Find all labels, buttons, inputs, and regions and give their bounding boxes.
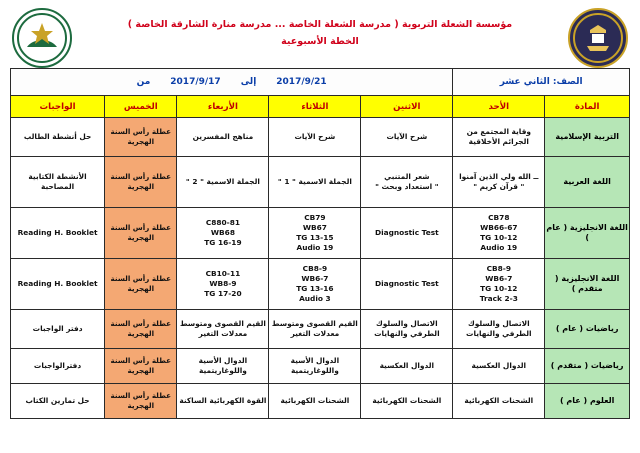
page-header bbox=[10, 6, 630, 68]
lesson-cell: الدوال الأسية واللوغاريتمية bbox=[177, 349, 269, 384]
subject-cell: العلوم ( عام ) bbox=[545, 384, 630, 419]
table-row bbox=[11, 157, 630, 208]
thursday-cell: عطلة رأس السنة الهجرية bbox=[105, 118, 177, 157]
subject-cell: اللغة العربية bbox=[545, 157, 630, 208]
manarat-sharjah-logo bbox=[568, 8, 628, 68]
date-from-value: 2017/9/17 bbox=[170, 77, 221, 87]
thursday-cell: عطلة رأس السنة الهجرية bbox=[105, 157, 177, 208]
homework-cell: الأنشطة الكتابية المصاحبة bbox=[11, 157, 105, 208]
class-label: الصف: الثاني عشر bbox=[453, 69, 630, 96]
lesson-cell: الدوال العكسية bbox=[453, 349, 545, 384]
column-header: المادة bbox=[545, 96, 630, 118]
homework-cell: دفتر الواجبات bbox=[11, 310, 105, 349]
school-title-line2: الخطة الأسبوعية bbox=[281, 36, 359, 47]
column-header: الخميس bbox=[105, 96, 177, 118]
thursday-cell: عطلة رأس السنة الهجرية bbox=[105, 384, 177, 419]
lesson-cell: ــ الله ولي الذين آمنوا " قرآن كريم " bbox=[453, 157, 545, 208]
lesson-cell: CB10-11 WB8-9 TG 17-20 bbox=[177, 259, 269, 310]
table-row bbox=[11, 208, 630, 259]
homework-cell: حل أنشطة الطالب bbox=[11, 118, 105, 157]
lesson-cell: الدوال الأسية واللوغاريتمية bbox=[269, 349, 361, 384]
school-title bbox=[80, 16, 560, 50]
lesson-cell: شرح الآيات bbox=[361, 118, 453, 157]
lesson-cell: مناهج المفسرين bbox=[177, 118, 269, 157]
column-header: الاثنين bbox=[361, 96, 453, 118]
column-header: الأربعاء bbox=[177, 96, 269, 118]
thursday-cell: عطلة رأس السنة الهجرية bbox=[105, 208, 177, 259]
lesson-cell: الاتصال والسلوك الطرفي والنهايات bbox=[361, 310, 453, 349]
lesson-cell: CB8-9 WB6-7 TG 10-12 Track 2-3 bbox=[453, 259, 545, 310]
table-header-row bbox=[11, 96, 630, 118]
date-to-label: إلى bbox=[240, 77, 257, 87]
lesson-cell: CB79 WB67 TG 13-15 Audio 19 bbox=[269, 208, 361, 259]
weekly-plan-table bbox=[10, 68, 630, 419]
subject-cell: التربية الإسلامية bbox=[545, 118, 630, 157]
lesson-cell: الشحنات الكهربائية bbox=[269, 384, 361, 419]
lesson-cell: الجملة الاسمية " 2 " bbox=[177, 157, 269, 208]
homework-cell: Reading H. Booklet bbox=[11, 208, 105, 259]
lesson-cell: CB78 WB66-67 TG 10-12 Audio 19 bbox=[453, 208, 545, 259]
column-header: الواجبات bbox=[11, 96, 105, 118]
shoala-school-logo bbox=[12, 8, 72, 68]
table-row bbox=[11, 349, 630, 384]
lesson-cell: Diagnostic Test bbox=[361, 259, 453, 310]
lesson-cell: CB8-9 WB6-7 TG 13-16 Audio 3 bbox=[269, 259, 361, 310]
table-row bbox=[11, 384, 630, 419]
date-range bbox=[11, 69, 453, 96]
table-row bbox=[11, 310, 630, 349]
subject-cell: اللغة الانجليزية ( متقدم ) bbox=[545, 259, 630, 310]
lesson-cell: C880-81 WB68 TG 16-19 bbox=[177, 208, 269, 259]
date-to-value: 2017/9/21 bbox=[276, 77, 327, 87]
school-title-line1: مؤسسة الشعلة التربوية ( مدرسة الشعلة الخاصة ... مدرسة منارة الشارقة الخاصة ) bbox=[127, 19, 513, 30]
lesson-cell: القوة الكهربائية الساكنة bbox=[177, 384, 269, 419]
homework-cell: Reading H. Booklet bbox=[11, 259, 105, 310]
lesson-cell: الشحنات الكهربائية bbox=[453, 384, 545, 419]
subject-cell: اللغة الانجليزية ( عام ) bbox=[545, 208, 630, 259]
thursday-cell: عطلة رأس السنة الهجرية bbox=[105, 259, 177, 310]
lesson-cell: القيم القصوى ومتوسط معدلات التغير bbox=[177, 310, 269, 349]
lesson-cell: الاتصال والسلوك الطرفي والنهايات bbox=[453, 310, 545, 349]
homework-cell: دفترالواجبات bbox=[11, 349, 105, 384]
table-row bbox=[11, 118, 630, 157]
lesson-cell: Diagnostic Test bbox=[361, 208, 453, 259]
column-header: الثلاثاء bbox=[269, 96, 361, 118]
date-from-label: من bbox=[136, 77, 151, 87]
homework-cell: حل تمارين الكتاب bbox=[11, 384, 105, 419]
lesson-cell: الدوال العكسية bbox=[361, 349, 453, 384]
lesson-cell: وقاية المجتمع من الجرائم الأخلاقية bbox=[453, 118, 545, 157]
table-row bbox=[11, 259, 630, 310]
lesson-cell: القيم القصوى ومتوسط معدلات التغير bbox=[269, 310, 361, 349]
thursday-cell: عطلة رأس السنة الهجرية bbox=[105, 349, 177, 384]
lesson-cell: الشحنات الكهربائية bbox=[361, 384, 453, 419]
subject-cell: رياضيات ( عام ) bbox=[545, 310, 630, 349]
lesson-cell: شرح الآيات bbox=[269, 118, 361, 157]
table-info-row bbox=[11, 69, 630, 96]
column-header: الأحد bbox=[453, 96, 545, 118]
lesson-cell: الجملة الاسمية " 1 " bbox=[269, 157, 361, 208]
lesson-cell: شعر المتنبي " استعداد وبحث " bbox=[361, 157, 453, 208]
subject-cell: رياضيات ( متقدم ) bbox=[545, 349, 630, 384]
thursday-cell: عطلة رأس السنة الهجرية bbox=[105, 310, 177, 349]
